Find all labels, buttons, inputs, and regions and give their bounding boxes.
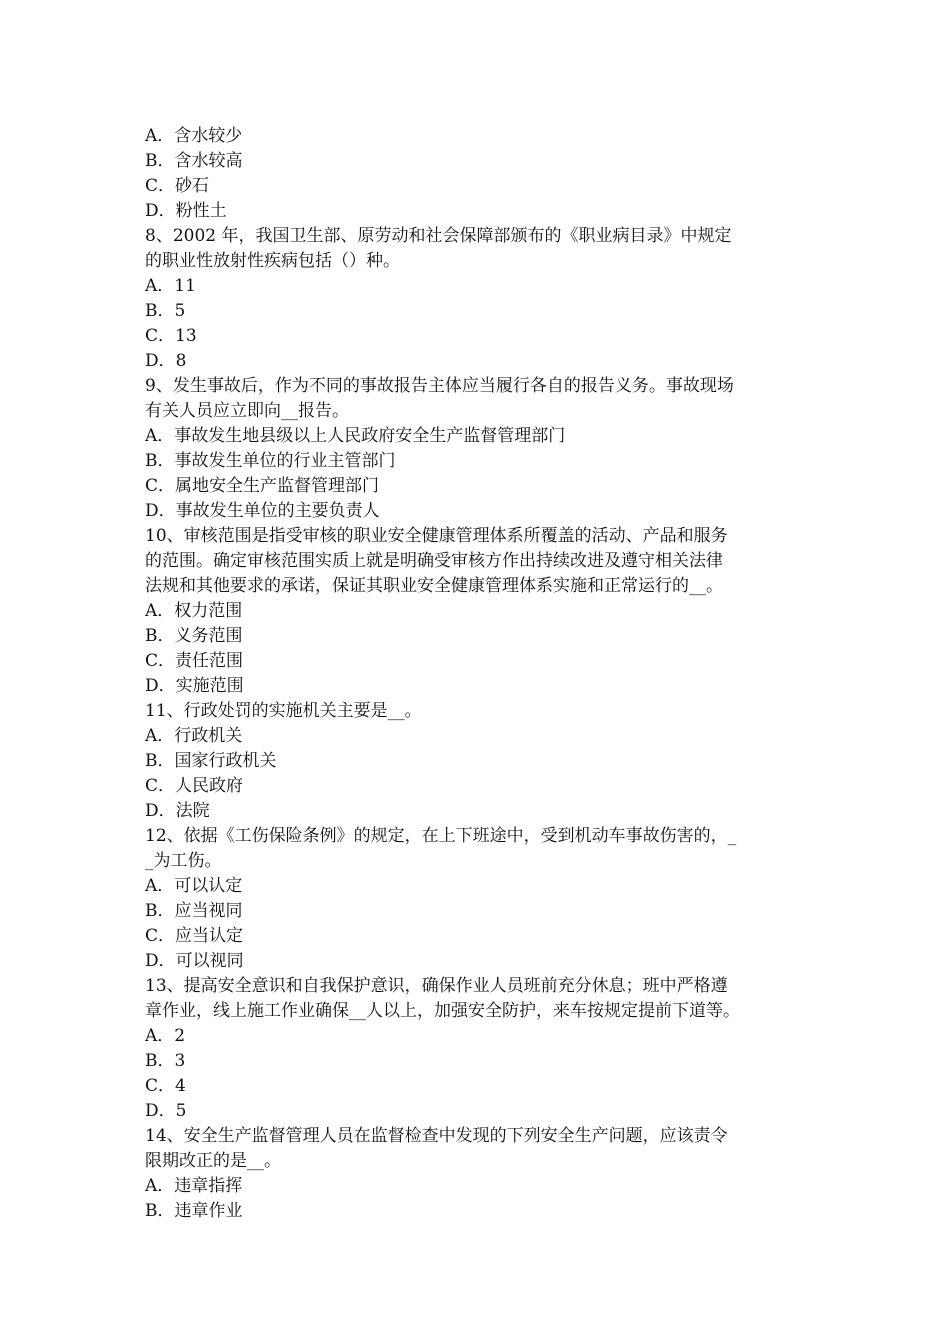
option-a: A．权力范围	[145, 601, 243, 621]
option-c: C．13	[145, 326, 197, 346]
option-c: C．砂石	[145, 176, 210, 196]
option-b: B．5	[145, 301, 186, 321]
question-13-line-1: 13、提高安全意识和自我保护意识，确保作业人员班前充分休息；班中严格遵	[145, 976, 728, 996]
question-13-line-2: 章作业，线上施工作业确保__人以上，加强安全防护，来车按规定提前下道等。	[145, 1001, 740, 1021]
option-b: B．国家行政机关	[145, 751, 277, 771]
question-9-line-1: 9、发生事故后，作为不同的事故报告主体应当履行各自的报告义务。事故现场	[145, 376, 734, 396]
option-c: C．属地安全生产监督管理部门	[145, 476, 380, 496]
option-d: D．事故发生单位的主要负责人	[145, 501, 380, 521]
option-c: C．责任范围	[145, 651, 244, 671]
question-11-line-1: 11、行政处罚的实施机关主要是__。	[145, 701, 422, 721]
option-a: A．含水较少	[145, 126, 243, 146]
option-c: C．应当认定	[145, 926, 244, 946]
question-10-line-3: 法规和其他要求的承诺，保证其职业安全健康管理体系实施和正常运行的__。	[145, 576, 723, 596]
question-10-line-1: 10、审核范围是指受审核的职业安全健康管理体系所覆盖的活动、产品和服务	[145, 526, 728, 546]
option-a: A．事故发生地县级以上人民政府安全生产监督管理部门	[145, 426, 566, 446]
question-14-line-1: 14、安全生产监督管理人员在监督检查中发现的下列安全生产问题，应该责令	[145, 1126, 728, 1146]
question-8-line-2: 的职业性放射性疾病包括（）种。	[145, 251, 400, 271]
option-c: C．4	[145, 1076, 186, 1096]
document-body	[145, 124, 815, 1224]
option-a: A．行政机关	[145, 726, 243, 746]
question-8-line-1: 8、2002 年，我国卫生部、原劳动和社会保障部颁布的《职业病目录》中规定	[145, 226, 732, 246]
question-10-line-2: 的范围。确定审核范围实质上就是明确受审核方作出持续改进及遵守相关法律	[145, 551, 723, 571]
option-a: A．2	[145, 1026, 186, 1046]
question-12-line-1: 12、依据《工伤保险条例》的规定，在上下班途中，受到机动车事故伤害的，_	[145, 826, 737, 846]
option-a: A．11	[145, 276, 196, 296]
question-12-line-2: _为工伤。	[145, 851, 222, 871]
option-b: B．义务范围	[145, 626, 243, 646]
question-9-line-2: 有关人员应立即向__报告。	[145, 401, 349, 421]
option-d: D．法院	[145, 801, 210, 821]
option-d: D．8	[145, 351, 187, 371]
option-d: D．可以视同	[145, 951, 244, 971]
option-b: B．违章作业	[145, 1201, 243, 1221]
option-b: B．3	[145, 1051, 186, 1071]
option-b: B．事故发生单位的行业主管部门	[145, 451, 396, 471]
option-d: D．粉性土	[145, 201, 227, 221]
option-a: A．违章指挥	[145, 1176, 243, 1196]
option-b: B．应当视同	[145, 901, 243, 921]
option-d: D．5	[145, 1101, 187, 1121]
option-a: A．可以认定	[145, 876, 243, 896]
option-b: B．含水较高	[145, 151, 243, 171]
option-c: C．人民政府	[145, 776, 244, 796]
question-14-line-2: 限期改正的是__。	[145, 1151, 281, 1171]
option-d: D．实施范围	[145, 676, 244, 696]
